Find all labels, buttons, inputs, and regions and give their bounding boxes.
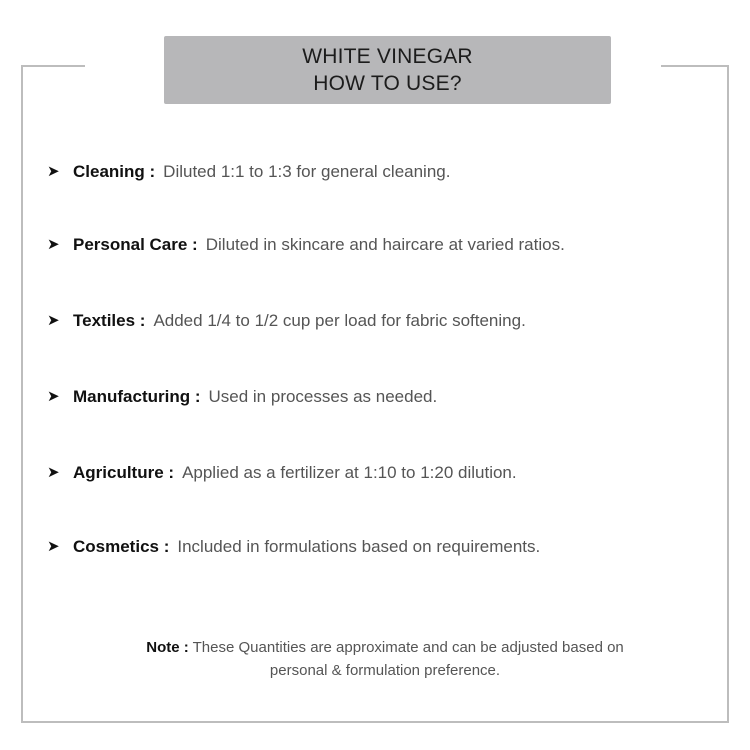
usage-item-cleaning xyxy=(47,162,450,182)
arrow-right-icon: ➤ xyxy=(47,388,60,405)
usage-description: Applied as a fertilizer at 1:10 to 1:20 dilution. xyxy=(182,463,517,482)
arrow-right-icon: ➤ xyxy=(47,236,60,253)
note-block xyxy=(60,636,710,682)
usage-description: Diluted in skincare and haircare at varied ratios. xyxy=(205,235,565,254)
usage-description: Added 1/4 to 1/2 cup per load for fabric softening. xyxy=(153,311,526,330)
usage-description: Included in formulations based on requirements. xyxy=(177,537,541,556)
title-banner xyxy=(164,36,611,104)
arrow-right-icon: ➤ xyxy=(47,312,60,329)
usage-label: Agriculture : xyxy=(73,463,175,482)
usage-label: Manufacturing : xyxy=(73,387,201,406)
usage-item-textiles xyxy=(47,311,526,331)
arrow-right-icon: ➤ xyxy=(47,163,60,180)
usage-label: Cleaning : xyxy=(73,162,156,181)
usage-description: Used in processes as needed. xyxy=(208,387,438,406)
usage-item-manufacturing xyxy=(47,387,437,407)
usage-item-personal-care xyxy=(47,235,565,255)
usage-item-agriculture xyxy=(47,463,517,483)
note-label: Note : xyxy=(146,639,189,656)
usage-label: Textiles : xyxy=(73,311,146,330)
arrow-right-icon: ➤ xyxy=(47,538,60,555)
note-line-1 xyxy=(60,636,710,659)
title-line-2: HOW TO USE? xyxy=(313,72,462,95)
usage-description: Diluted 1:1 to 1:3 for general cleaning. xyxy=(163,162,451,181)
usage-item-cosmetics xyxy=(47,537,540,557)
usage-label: Cosmetics : xyxy=(73,537,170,556)
frame-top-right-segment xyxy=(661,65,729,67)
arrow-right-icon: ➤ xyxy=(47,464,60,481)
note-text-line-1: These Quantities are approximate and can be adjusted based on xyxy=(192,639,624,656)
title-line-1: WHITE VINEGAR xyxy=(302,45,473,68)
frame-top-left-segment xyxy=(21,65,85,67)
usage-label: Personal Care : xyxy=(73,235,198,254)
note-text-line-2: personal & formulation preference. xyxy=(269,662,501,679)
